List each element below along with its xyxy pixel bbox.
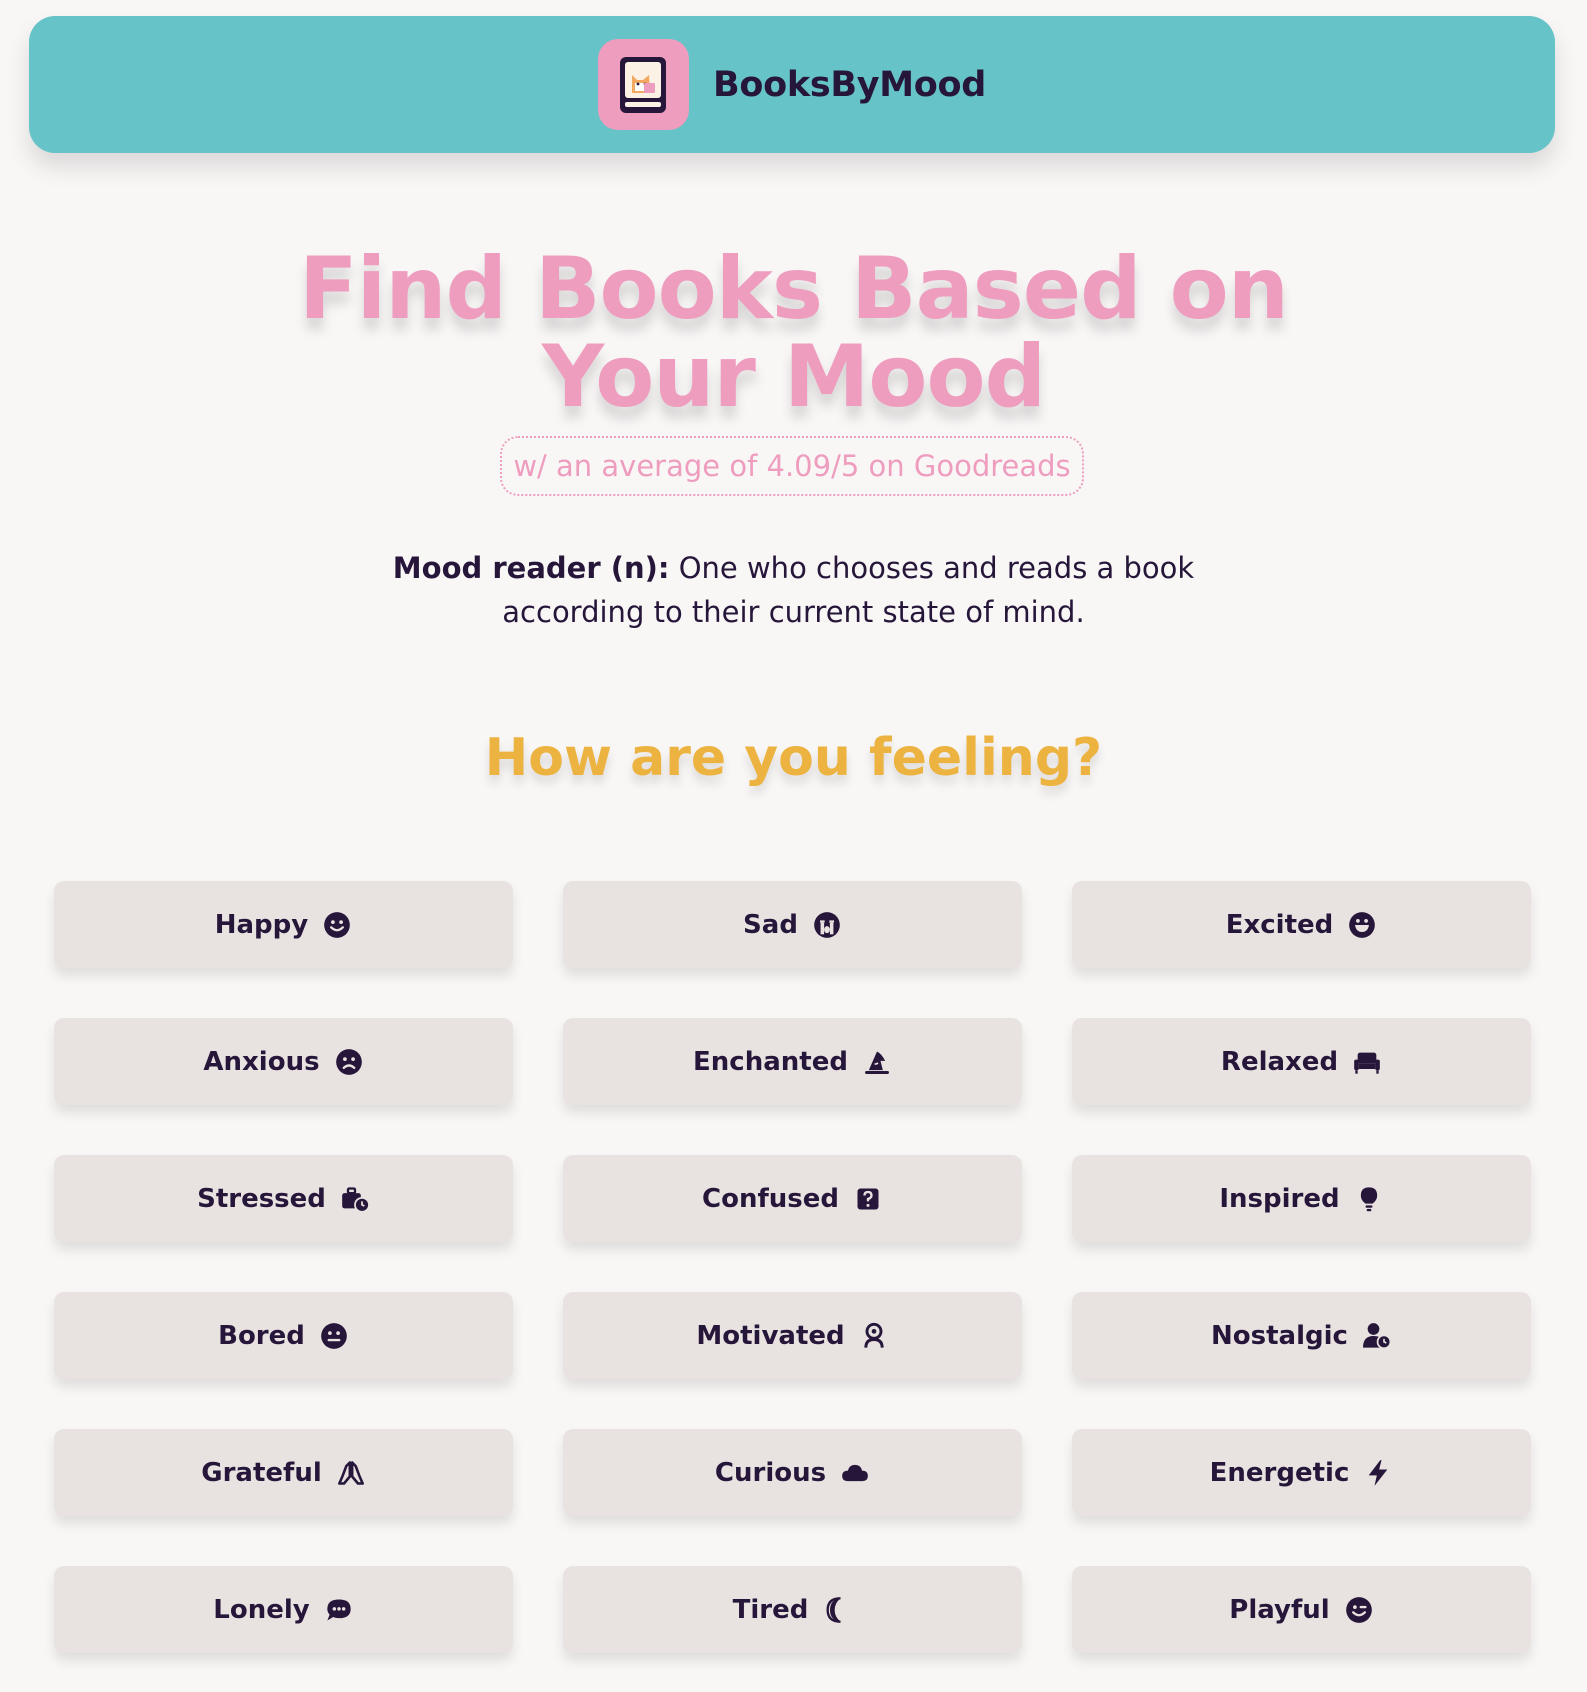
mood-button-stressed[interactable] xyxy=(54,1155,513,1242)
cat-book-icon[interactable] xyxy=(598,39,689,130)
user-clock-icon xyxy=(1362,1321,1392,1351)
mood-label: Energetic xyxy=(1209,1457,1350,1488)
mood-button-energetic[interactable] xyxy=(1072,1429,1531,1516)
mood-label: Happy xyxy=(214,909,309,940)
mood-label: Playful xyxy=(1229,1594,1330,1625)
title-line-1: Find Books Based on xyxy=(299,239,1288,339)
grin-icon xyxy=(1347,910,1377,940)
mood-button-anxious[interactable] xyxy=(54,1018,513,1105)
mood-label: Relaxed xyxy=(1220,1046,1339,1077)
mood-label: Tired xyxy=(732,1594,809,1625)
mood-grid xyxy=(54,881,1532,1653)
mood-button-nostalgic[interactable] xyxy=(1072,1292,1531,1379)
couch-icon xyxy=(1352,1047,1382,1077)
brand-name[interactable]: BooksByMood xyxy=(712,64,987,105)
medal-person-icon xyxy=(859,1321,889,1351)
smile-icon xyxy=(322,910,352,940)
question-box-icon xyxy=(853,1184,883,1214)
mood-label: Stressed xyxy=(197,1183,326,1214)
meh-icon xyxy=(319,1321,349,1351)
mood-button-happy[interactable] xyxy=(54,881,513,968)
mood-label: Lonely xyxy=(213,1594,310,1625)
mood-label: Curious xyxy=(714,1457,827,1488)
mood-button-confused[interactable] xyxy=(563,1155,1022,1242)
definition-text-2: according to their current state of mind. xyxy=(502,595,1085,629)
mood-label: Confused xyxy=(702,1183,839,1214)
moon-icon xyxy=(822,1595,852,1625)
title-line-2: Your Mood xyxy=(541,327,1046,427)
comment-icon xyxy=(324,1595,354,1625)
mood-button-enchanted[interactable] xyxy=(563,1018,1022,1105)
mood-label: Enchanted xyxy=(693,1046,848,1077)
frown-icon xyxy=(334,1047,364,1077)
lightbulb-icon xyxy=(1354,1184,1384,1214)
mood-label: Inspired xyxy=(1219,1183,1340,1214)
mood-button-playful[interactable] xyxy=(1072,1566,1531,1653)
mood-button-motivated[interactable] xyxy=(563,1292,1022,1379)
mood-label: Bored xyxy=(218,1320,305,1351)
mood-button-bored[interactable] xyxy=(54,1292,513,1379)
definition-text-1: One who chooses and reads a book xyxy=(669,551,1195,585)
mood-button-grateful[interactable] xyxy=(54,1429,513,1516)
site-header xyxy=(29,16,1555,153)
mood-button-curious[interactable] xyxy=(563,1429,1022,1516)
mood-reader-definition xyxy=(0,546,1587,634)
mood-button-relaxed[interactable] xyxy=(1072,1018,1531,1105)
mood-label: Grateful xyxy=(201,1457,322,1488)
mood-button-lonely[interactable] xyxy=(54,1566,513,1653)
cloud-icon xyxy=(840,1458,870,1488)
mood-button-excited[interactable] xyxy=(1072,881,1531,968)
page-title xyxy=(0,239,1587,427)
wizard-hat-icon xyxy=(862,1047,892,1077)
business-time-icon xyxy=(340,1184,370,1214)
mood-label: Nostalgic xyxy=(1211,1320,1348,1351)
praying-hands-icon xyxy=(336,1458,366,1488)
definition-term: Mood reader (n): xyxy=(392,551,670,585)
mood-label: Motivated xyxy=(696,1320,845,1351)
rating-badge: w/ an average of 4.09/5 on Goodreads xyxy=(500,436,1084,496)
mood-label: Sad xyxy=(743,909,798,940)
mood-button-sad[interactable] xyxy=(563,881,1022,968)
wink-icon xyxy=(1344,1595,1374,1625)
mood-button-tired[interactable] xyxy=(563,1566,1022,1653)
bolt-icon xyxy=(1363,1458,1393,1488)
mood-label: Anxious xyxy=(203,1046,320,1077)
mood-label: Excited xyxy=(1225,909,1334,940)
sad-cry-icon xyxy=(812,910,842,940)
feeling-heading: How are you feeling? xyxy=(484,728,1103,788)
mood-button-inspired[interactable] xyxy=(1072,1155,1531,1242)
